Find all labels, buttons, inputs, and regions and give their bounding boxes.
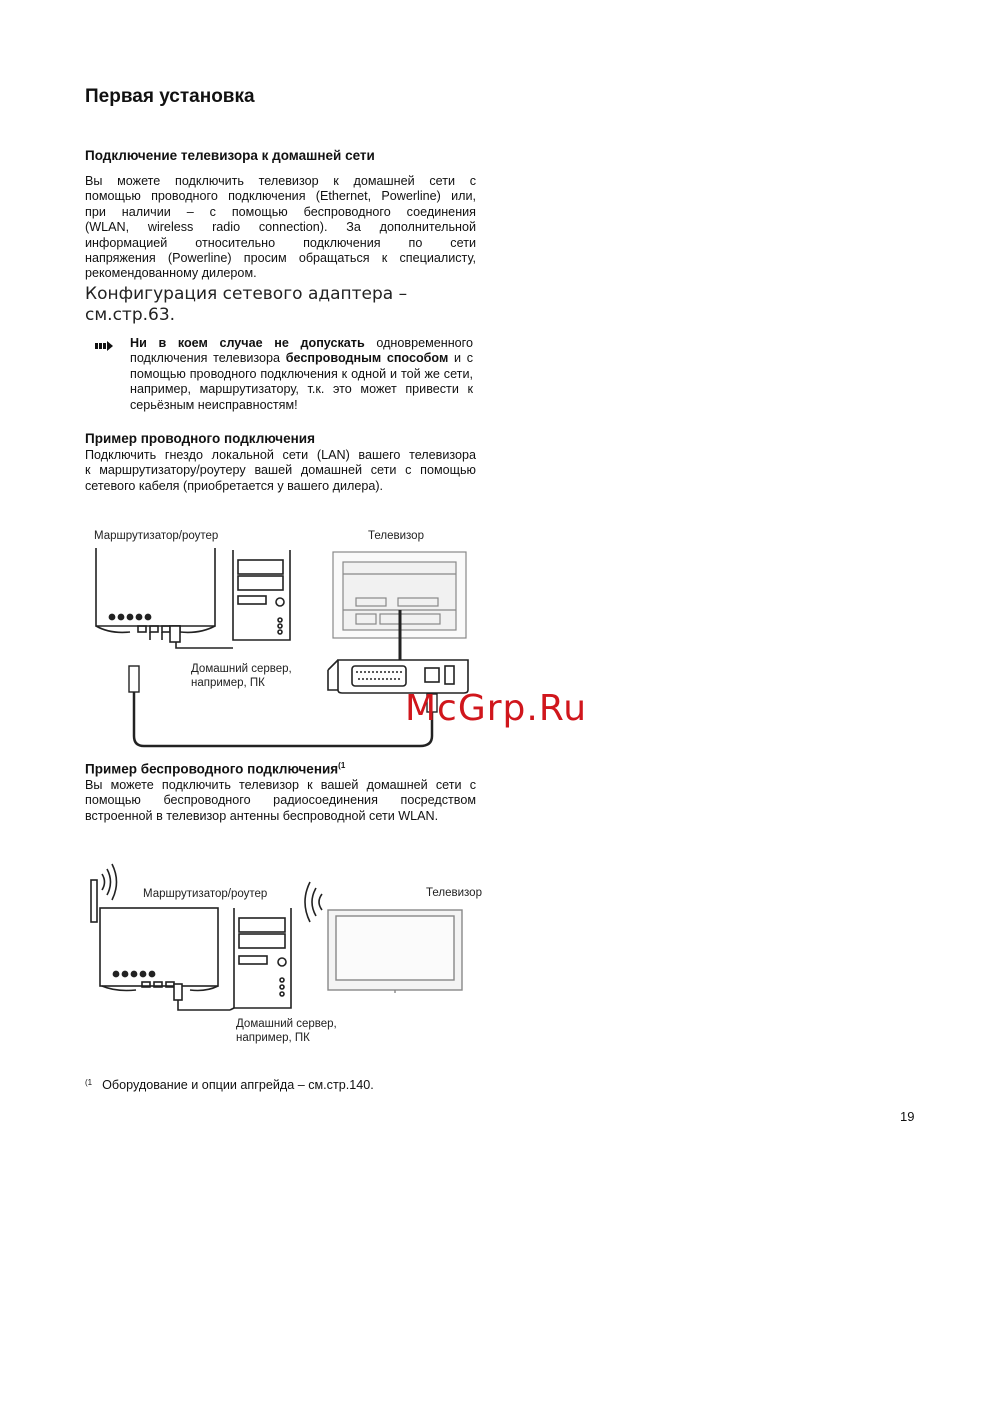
arrow-pointer-icon xyxy=(95,341,113,351)
config-line-2: см.стр.63. xyxy=(85,305,176,325)
text-line: напряжения (Powerline) просим обращаться к специалисту, xyxy=(85,251,476,266)
server-label-line-1: Домашний сервер, xyxy=(191,663,292,675)
text-line: при наличии – с помощью беспроводного соединения xyxy=(85,204,476,219)
router-icon xyxy=(100,908,218,991)
wireless-diagram xyxy=(80,860,500,1020)
text-line: Вы можете подключить телевизор к вашей домашней сети с xyxy=(85,778,476,792)
page-number: 19 xyxy=(900,1109,915,1124)
tv-front-icon xyxy=(328,910,462,993)
section-wired-text xyxy=(85,448,476,494)
section-heading-wireless xyxy=(85,761,345,777)
server-label-line-1: Домашний сервер, xyxy=(236,1018,337,1030)
cable-router-pc xyxy=(174,984,234,1010)
text-line: Вы можете подключить телевизор к домашней сети с xyxy=(85,174,476,188)
server-label-line-2: например, ПК xyxy=(191,677,265,689)
network-adapter-config-link[interactable] xyxy=(85,284,505,326)
footnote xyxy=(85,1078,374,1092)
page-title: Первая установка xyxy=(85,86,255,107)
wired-router-label: Маршрутизатор/роутер xyxy=(94,530,219,542)
pc-tower-icon xyxy=(234,908,291,1008)
warning-text-2: и с помощью проводного подключения к одной и той же сети, например, маршрутизатору, т.к. это может привести к серьёзным неисправностям! xyxy=(130,351,473,412)
text-line: информацией относительно подключения по сети xyxy=(85,235,476,250)
wireless-server-label xyxy=(236,1017,337,1045)
tv-wireless-waves-icon xyxy=(305,882,322,922)
section-heading-home-network: Подключение телевизора к домашней сети xyxy=(85,148,375,163)
text-line: помощью беспроводного радиосоединения посредством xyxy=(85,793,476,808)
text-line: Подключить гнездо локальной сети (LAN) вашего телевизора xyxy=(85,448,476,462)
wireless-router-label: Маршрутизатор/роутер xyxy=(143,888,268,900)
lan-plug-left xyxy=(129,666,139,692)
watermark: McGrp.Ru xyxy=(405,688,588,729)
text-line: встроенной в телевизор антенны беспроводной сети WLAN. xyxy=(85,808,439,823)
wireless-heading-footnote-ref[interactable]: (1 xyxy=(338,761,346,770)
wireless-tv-label: Телевизор xyxy=(426,887,482,899)
footnote-marker: (1 xyxy=(85,1078,93,1087)
wireless-heading-text: Пример беспроводного подключения xyxy=(85,761,339,777)
server-label-line-2: например, ПК xyxy=(236,1032,310,1044)
section-home-network-text xyxy=(85,174,476,282)
lan-cable xyxy=(134,690,432,746)
section-wireless-text xyxy=(85,778,476,824)
pc-tower-icon xyxy=(233,550,290,640)
footnote-text: Оборудование и опции апгрейда – см.стр.140. xyxy=(102,1078,374,1092)
config-line-1: Конфигурация сетевого адаптера – xyxy=(85,284,408,304)
text-line: помощью проводного подключения (Ethernet, Powerline) или, xyxy=(85,189,476,204)
text-line: сетевого кабеля (приобретается у вашего дилера). xyxy=(85,478,384,493)
warning-note xyxy=(130,336,473,413)
text-line: (WLAN, wireless radio connection). За дополнительной xyxy=(85,220,476,235)
warning-bold-1: Ни в коем случае не допускать xyxy=(130,336,365,350)
text-line: рекомендованному дилером. xyxy=(85,266,257,281)
router-antenna-icon xyxy=(91,864,117,922)
warning-bold-2: беспроводным способом xyxy=(285,351,449,366)
router-icon xyxy=(96,548,215,632)
text-line: к маршрутизатору/роутеру вашей домашней сети с помощью xyxy=(85,463,476,478)
wired-tv-label: Телевизор xyxy=(368,530,424,542)
section-heading-wired: Пример проводного подключения xyxy=(85,431,315,446)
warning-text-1: одновременного подключения телевизора xyxy=(130,336,473,366)
